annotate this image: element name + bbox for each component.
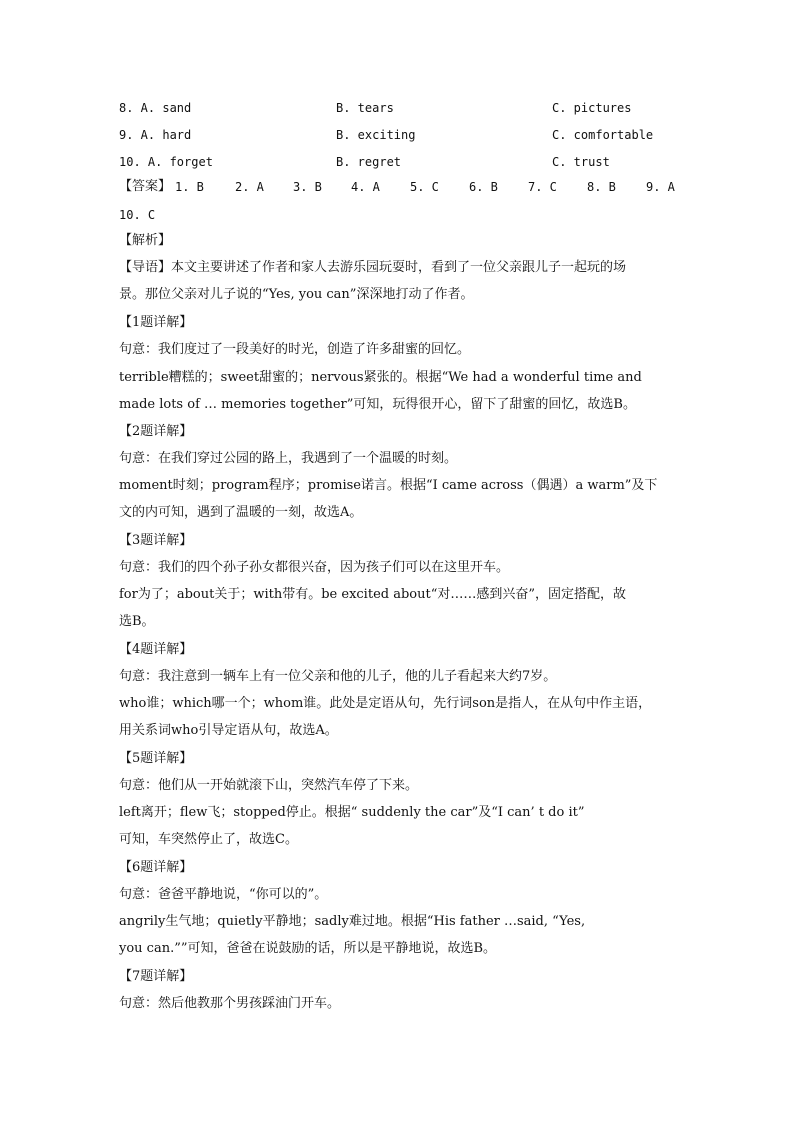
answer-key <box>119 176 675 198</box>
explanation-line: for为了；about关于；with带有。be excited about“对……感到兴奋”，固定搭配，故 <box>119 587 627 602</box>
sentence-meaning: 句意：我们的四个孙子孙女都很兴奋，因为孩子们可以在这里开车。 <box>119 560 510 575</box>
explanation-line: terrible糟糕的；sweet甜蜜的；nervous紧张的。根据“We had a wonderful time and <box>119 370 642 385</box>
option-a: 10. A. forget <box>119 155 213 169</box>
sentence-meaning: 句意：我注意到一辆车上有一位父亲和他的儿子，他的儿子看起来大约7岁。 <box>119 669 557 684</box>
answer-item: 4. A <box>351 180 380 194</box>
sentence-meaning: 句意：他们从一开始就滚下山，突然汽车停了下来。 <box>119 778 419 793</box>
sentence-meaning: 句意：在我们穿过公园的路上，我遇到了一个温暖的时刻。 <box>119 451 458 466</box>
answer-item: 1. B <box>175 180 204 194</box>
option-row-9 <box>119 124 675 146</box>
answer-item: 5. C <box>410 180 439 194</box>
sentence-meaning: 句意：爸爸平静地说，“你可以的”。 <box>119 887 328 902</box>
explanation-line: moment时刻；program程序；promise诺言。根据“I came across（偶遇）a warm”及下 <box>119 478 658 493</box>
intro-line: 【导语】本文主要讲述了作者和家人去游乐园玩耍时，看到了一位父亲跟儿子一起玩的场 <box>119 260 627 275</box>
answer-item: 3. B <box>293 180 322 194</box>
intro-line: 景。那位父亲对儿子说的“Yes, you can”深深地打动了作者。 <box>119 287 474 302</box>
explanation-line: you can.””可知，爸爸在说鼓励的话，所以是平静地说，故选B。 <box>119 941 497 956</box>
explanation-line: left离开；flew飞；stopped停止。根据“ suddenly the car”及“I can’ t do it” <box>119 805 585 820</box>
section-title: 【7题详解】 <box>119 969 193 984</box>
sentence-meaning: 句意：然后他教那个男孩踩油门开车。 <box>119 996 341 1011</box>
option-b: B. exciting <box>336 128 416 142</box>
section-title: 【5题详解】 <box>119 751 193 766</box>
section-title: 【1题详解】 <box>119 315 193 330</box>
answer-item: 8. B <box>587 180 616 194</box>
option-c: C. pictures <box>552 101 632 115</box>
analysis-label: 【解析】 <box>119 233 172 248</box>
section-title: 【2题详解】 <box>119 424 193 439</box>
option-c: C. comfortable <box>552 128 654 142</box>
explanation-line: 文的内可知，遇到了温暖的一刻，故选A。 <box>119 505 363 520</box>
answer-item-last: 10. C <box>119 208 156 222</box>
answer-item: 2. A <box>235 180 264 194</box>
section-title: 【3题详解】 <box>119 533 193 548</box>
option-row-8 <box>119 97 675 119</box>
section-title: 【6题详解】 <box>119 860 193 875</box>
answer-item: 6. B <box>469 180 498 194</box>
explanation-line: who谁；which哪一个；whom谁。此处是定语从句，先行词son是指人，在从句中作主语， <box>119 696 652 711</box>
option-c: C. trust <box>552 155 610 169</box>
answer-item: 9. A <box>646 180 675 194</box>
answer-label: 【答案】 <box>119 179 172 194</box>
option-a: 8. A. sand <box>119 101 192 115</box>
option-a: 9. A. hard <box>119 128 192 142</box>
option-row-10 <box>119 151 675 173</box>
explanation-line: 可知，车突然停止了，故选C。 <box>119 832 298 847</box>
section-title: 【4题详解】 <box>119 642 193 657</box>
explanation-line: made lots of … memories together”可知，玩得很开心，留下了甜蜜的回忆，故选B。 <box>119 397 636 412</box>
option-b: B. tears <box>336 101 394 115</box>
explanation-line: 选B。 <box>119 614 155 629</box>
explanation-line: 用关系词who引导定语从句，故选A。 <box>119 723 338 738</box>
answer-item: 7. C <box>528 180 557 194</box>
option-b: B. regret <box>336 155 402 169</box>
explanation-line: angrily生气地；quietly平静地；sadly难过地。根据“His father …said, “Yes, <box>119 914 586 929</box>
sentence-meaning: 句意：我们度过了一段美好的时光，创造了许多甜蜜的回忆。 <box>119 342 471 357</box>
